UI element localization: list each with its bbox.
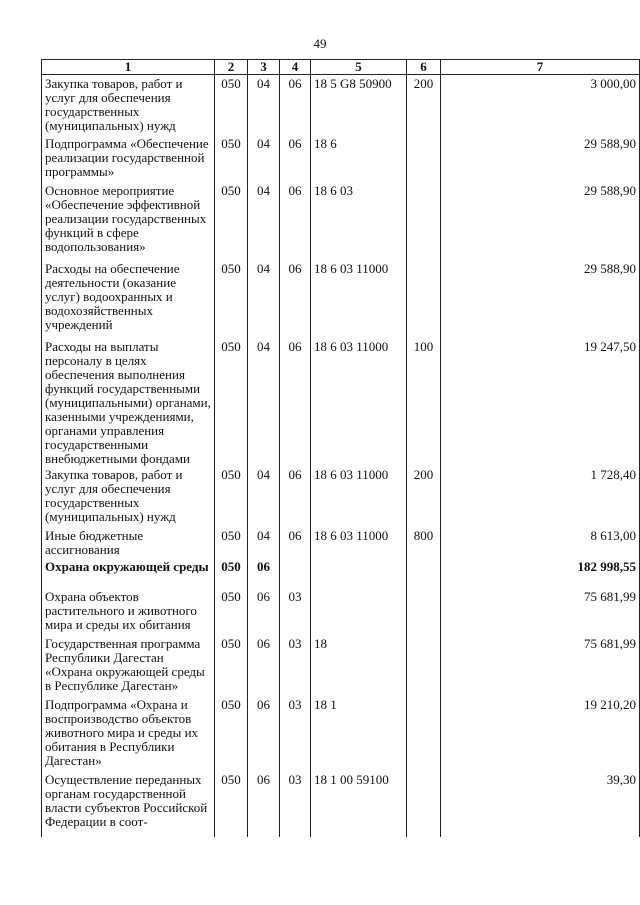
table-row xyxy=(42,588,640,635)
table-row xyxy=(42,182,640,260)
column-header-7: 7 xyxy=(441,60,640,75)
target-article-cell: 18 6 xyxy=(311,135,407,182)
target-article-cell: 18 6 03 11000 xyxy=(311,260,407,338)
subsection-cell: 06 xyxy=(280,466,311,527)
section-cell: 06 xyxy=(248,771,280,837)
table-row xyxy=(42,135,640,182)
section-cell: 04 xyxy=(248,182,280,260)
row-name-cell: Подпрограмма «Обеспечение реализации государственной программы» xyxy=(42,135,215,182)
table-row xyxy=(42,466,640,527)
amount-cell: 19 247,50 xyxy=(441,338,640,466)
target-article-cell: 18 6 03 11000 xyxy=(311,527,407,558)
table-row xyxy=(42,75,640,136)
target-article-cell xyxy=(311,558,407,588)
row-name-cell: Расходы на выплаты персоналу в целях обеспечения выполнения функций государственными (муниципальными) органами, казенными учреждениями, органами управления государственными внебюджетными фондами xyxy=(42,338,215,466)
admin-code-cell: 050 xyxy=(215,135,248,182)
target-article-cell: 18 xyxy=(311,635,407,696)
section-cell: 04 xyxy=(248,260,280,338)
admin-code-cell: 050 xyxy=(215,466,248,527)
column-header-1: 1 xyxy=(42,60,215,75)
target-article-cell: 18 6 03 11000 xyxy=(311,338,407,466)
table-row xyxy=(42,771,640,837)
subsection-cell: 03 xyxy=(280,696,311,771)
expense-type-cell: 200 xyxy=(407,75,441,136)
expense-type-cell xyxy=(407,635,441,696)
section-cell: 04 xyxy=(248,135,280,182)
subsection-cell: 06 xyxy=(280,135,311,182)
column-header-5: 5 xyxy=(311,60,407,75)
admin-code-cell: 050 xyxy=(215,75,248,136)
admin-code-cell: 050 xyxy=(215,771,248,837)
amount-cell: 8 613,00 xyxy=(441,527,640,558)
row-name-cell: Закупка товаров, работ и услуг для обеспечения государственных (муниципальных) нужд xyxy=(42,466,215,527)
expense-type-cell xyxy=(407,135,441,182)
amount-cell: 1 728,40 xyxy=(441,466,640,527)
expense-type-cell xyxy=(407,771,441,837)
expense-type-cell xyxy=(407,558,441,588)
section-cell: 04 xyxy=(248,527,280,558)
admin-code-cell: 050 xyxy=(215,635,248,696)
amount-cell: 29 588,90 xyxy=(441,260,640,338)
target-article-cell: 18 6 03 11000 xyxy=(311,466,407,527)
target-article-cell xyxy=(311,588,407,635)
column-header-6: 6 xyxy=(407,60,441,75)
amount-cell: 39,30 xyxy=(441,771,640,837)
subsection-cell: 06 xyxy=(280,260,311,338)
section-cell: 06 xyxy=(248,558,280,588)
admin-code-cell: 050 xyxy=(215,182,248,260)
subsection-cell: 03 xyxy=(280,588,311,635)
budget-table xyxy=(41,59,640,837)
subsection-cell: 03 xyxy=(280,635,311,696)
amount-cell: 182 998,55 xyxy=(441,558,640,588)
row-name-cell: Основное мероприятие «Обеспечение эффективной реализации государственных функций в сфере водопользования» xyxy=(42,182,215,260)
subsection-cell: 06 xyxy=(280,75,311,136)
section-cell: 04 xyxy=(248,338,280,466)
section-cell: 04 xyxy=(248,75,280,136)
expense-type-cell xyxy=(407,588,441,635)
row-name-cell: Государственная программа Республики Дагестан «Охрана окружающей среды в Республике Дагестан» xyxy=(42,635,215,696)
admin-code-cell: 050 xyxy=(215,338,248,466)
row-name-cell: Закупка товаров, работ и услуг для обеспечения государственных (муниципальных) нужд xyxy=(42,75,215,136)
amount-cell: 75 681,99 xyxy=(441,635,640,696)
table-row xyxy=(42,558,640,588)
admin-code-cell: 050 xyxy=(215,558,248,588)
column-header-2: 2 xyxy=(215,60,248,75)
column-header-3: 3 xyxy=(248,60,280,75)
section-cell: 06 xyxy=(248,696,280,771)
table-row xyxy=(42,527,640,558)
table-row xyxy=(42,338,640,466)
subsection-cell: 06 xyxy=(280,527,311,558)
admin-code-cell: 050 xyxy=(215,696,248,771)
table-header-row xyxy=(42,60,640,75)
amount-cell: 75 681,99 xyxy=(441,588,640,635)
table-row xyxy=(42,260,640,338)
amount-cell: 29 588,90 xyxy=(441,135,640,182)
section-cell: 06 xyxy=(248,635,280,696)
amount-cell: 29 588,90 xyxy=(441,182,640,260)
amount-cell: 3 000,00 xyxy=(441,75,640,136)
subsection-cell: 06 xyxy=(280,182,311,260)
row-name-cell: Иные бюджетные ассигнования xyxy=(42,527,215,558)
column-header-4: 4 xyxy=(280,60,311,75)
table-row xyxy=(42,696,640,771)
expense-type-cell xyxy=(407,260,441,338)
page-number: 49 xyxy=(313,36,327,51)
row-name-cell: Охрана объектов растительного и животного мира и среды их обитания xyxy=(42,588,215,635)
target-article-cell: 18 6 03 xyxy=(311,182,407,260)
admin-code-cell: 050 xyxy=(215,260,248,338)
expense-type-cell: 200 xyxy=(407,466,441,527)
subsection-cell xyxy=(280,558,311,588)
expense-type-cell: 800 xyxy=(407,527,441,558)
target-article-cell: 18 5 G8 50900 xyxy=(311,75,407,136)
row-name-cell: Расходы на обеспечение деятельности (оказание услуг) водоохранных и водохозяйственных учреждений xyxy=(42,260,215,338)
section-cell: 06 xyxy=(248,588,280,635)
amount-cell: 19 210,20 xyxy=(441,696,640,771)
subsection-cell: 03 xyxy=(280,771,311,837)
row-name-cell: Охрана окружающей среды xyxy=(42,558,215,588)
admin-code-cell: 050 xyxy=(215,588,248,635)
section-cell: 04 xyxy=(248,466,280,527)
row-name-cell: Осуществление переданных органам государственной власти субъектов Российской Федерации в соот- xyxy=(42,771,215,837)
subsection-cell: 06 xyxy=(280,338,311,466)
expense-type-cell: 100 xyxy=(407,338,441,466)
row-name-cell: Подпрограмма «Охрана и воспроизводство объектов животного мира и среды их обитания в Республики Дагестан» xyxy=(42,696,215,771)
target-article-cell: 18 1 xyxy=(311,696,407,771)
expense-type-cell xyxy=(407,696,441,771)
target-article-cell: 18 1 00 59100 xyxy=(311,771,407,837)
expense-type-cell xyxy=(407,182,441,260)
table-row xyxy=(42,635,640,696)
admin-code-cell: 050 xyxy=(215,527,248,558)
